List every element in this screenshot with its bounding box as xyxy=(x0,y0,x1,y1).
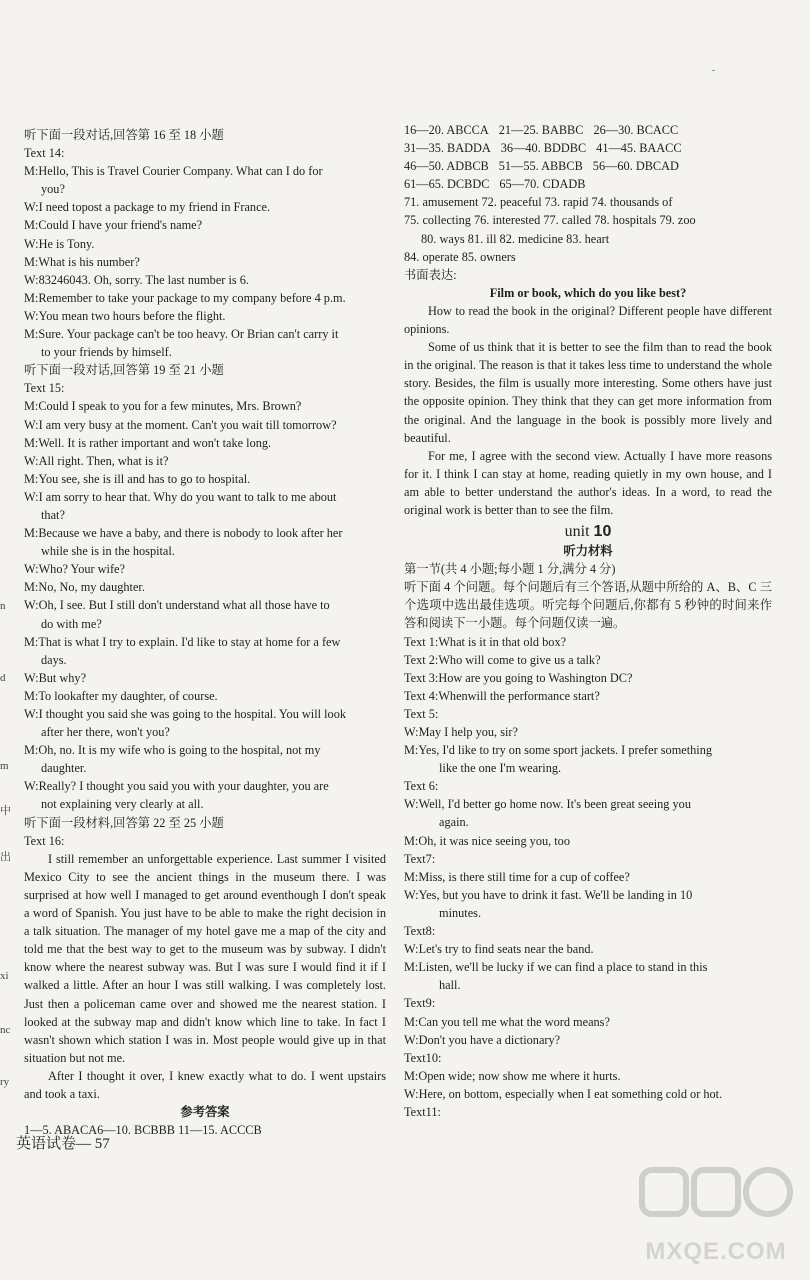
section-heading: 听下面一段材料,回答第 22 至 25 小题 xyxy=(24,815,224,830)
listening-line: M:Miss, is there still time for a cup of coffee? xyxy=(404,869,630,884)
dialogue-line: M:Could I speak to you for a few minutes, Mrs. Brown? xyxy=(24,399,302,414)
answer-group: 41—45. BAACC xyxy=(596,141,682,156)
fill-answer-line: 80. ways 81. ill 82. medicine 83. heart xyxy=(421,231,610,246)
listening-line: M:Oh, it was nice seeing you, too xyxy=(404,833,570,848)
listening-line: W:Here, on bottom, especially when I eat something cold or hot. xyxy=(404,1086,723,1101)
dialogue-line: after her there, won't you? xyxy=(41,725,170,740)
margin-mark: 出 xyxy=(0,851,11,863)
essay-paragraph: How to read the book in the original? Different people have different opinions. xyxy=(404,303,772,337)
listening-line: W:May I help you, sir? xyxy=(404,725,518,739)
dialogue-line: W:I am sorry to hear that. Why do you want to talk to me about xyxy=(24,489,337,504)
text-label: Text 15: xyxy=(24,381,65,396)
dialogue-line: W:I thought you said she was going to the hospital. You will look xyxy=(24,707,346,721)
fill-answer-line: 84. operate 85. owners xyxy=(404,249,516,264)
dialogue-line: M:Could I have your friend's name? xyxy=(24,218,203,233)
dialogue-line: you? xyxy=(41,182,65,197)
margin-mark: m xyxy=(0,760,9,772)
listening-line: Text 2:Who will come to give us a talk? xyxy=(404,652,601,667)
listening-line: Text8: xyxy=(404,924,436,939)
dialogue-line: M:That is what I try to explain. I'd like to stay at home for a few xyxy=(24,634,341,649)
dialogue-line: daughter. xyxy=(41,761,87,776)
answer-group: 16—20. ABCCA xyxy=(404,123,489,137)
answer-row xyxy=(404,139,772,157)
listening-line: Text 3:How are you going to Washington DC? xyxy=(404,670,633,685)
dialogue-line: W:I need topost a package to my friend in France. xyxy=(24,200,271,215)
listening-line: M:Open wide; now show me where it hurts. xyxy=(404,1068,621,1083)
answer-row xyxy=(404,121,772,139)
dialogue-line: days. xyxy=(41,652,67,667)
answer-group: 56—60. DBCAD xyxy=(592,159,679,174)
listening-line: hall. xyxy=(439,978,461,993)
instructions: 听下面 4 个问题。每个问题后有三个答语,从题中所给的 A、B、C 三个选项中选出最佳选项。听完每个问题后,你都有 5 秒钟的时间来作答和阅读下一小题。每个问题仅读一遍。 xyxy=(404,580,772,631)
listening-line: like the one I'm wearing. xyxy=(439,761,562,776)
dialogue-line: while she is in the hospital. xyxy=(41,544,175,559)
unit-word: unit xyxy=(564,523,590,541)
margin-mark: 中 xyxy=(0,805,11,817)
text-label: Text 16: xyxy=(24,833,65,848)
dialogue-line: W:Who? Your wife? xyxy=(24,562,125,577)
dialogue-line: M:Because we have a baby, and there is nobody to look after her xyxy=(24,526,343,541)
listening-line: W:Let's try to find seats near the band. xyxy=(404,942,594,957)
answer-group: 61—65. DCBDC xyxy=(404,177,490,192)
margin-mark: d xyxy=(0,672,6,684)
dialogue-line: M:No, No, my daughter. xyxy=(24,580,145,595)
dialogue-line: W:83246043. Oh, sorry. The last number is 6. xyxy=(24,272,249,287)
listening-line: Text 1:What is it in that old box? xyxy=(404,634,567,649)
answer-group: 31—35. BADDA xyxy=(404,141,491,156)
listening-title: 听力材料 xyxy=(563,544,613,559)
fill-answer-line: 71. amusement 72. peaceful 73. rapid 74. thousands of xyxy=(404,195,673,210)
dialogue-line: W:All right. Then, what is it? xyxy=(24,453,169,468)
dialogue-line: do with me? xyxy=(41,616,102,631)
listening-line: W:Well, I'd better go home now. It's been great seeing you xyxy=(404,797,691,812)
listening-line: M:Yes, I'd like to try on some sport jackets. I prefer something xyxy=(404,743,712,758)
answer-group: 26—30. BCACC xyxy=(593,123,679,137)
watermark-text: MXQE.COM xyxy=(645,1238,787,1265)
dialogue-line: W:You mean two hours before the flight. xyxy=(24,308,226,323)
answer-group: 36—40. BDDBC xyxy=(500,141,587,156)
listening-line: Text9: xyxy=(404,996,436,1011)
section-heading: 听下面一段对话,回答第 19 至 21 小题 xyxy=(24,363,224,378)
left-column xyxy=(24,126,386,1139)
margin-mark: xi xyxy=(0,970,9,982)
watermark-emblem-icon xyxy=(636,1156,796,1236)
unit-title xyxy=(404,521,772,542)
answer-key-title: 参考答案 xyxy=(180,1105,230,1120)
section-line: 第一节(共 4 小题;每小题 1 分,满分 4 分) xyxy=(404,562,616,577)
listening-line: W:Yes, but you have to drink it fast. We'll be landing in 10 xyxy=(404,887,693,902)
listening-line: Text 5: xyxy=(404,706,439,721)
margin-mark: n xyxy=(0,600,6,612)
text-label: Text 14: xyxy=(24,146,65,161)
speck xyxy=(712,70,715,71)
dialogue-line: M:To lookafter my daughter, of course. xyxy=(24,688,218,703)
listening-line: W:Don't you have a dictionary? xyxy=(404,1032,561,1047)
dialogue-line: M:Oh, no. It is my wife who is going to the hospital, not my xyxy=(24,743,321,758)
listening-line: M:Listen, we'll be lucky if we can find a place to stand in this xyxy=(404,960,708,975)
listening-line: Text11: xyxy=(404,1104,441,1119)
story-paragraph: After I thought it over, I knew exactly what to do. I went upstairs and took a taxi. xyxy=(24,1068,386,1101)
dialogue-line: W:Oh, I see. But I still don't understand what all those have to xyxy=(24,598,330,613)
dialogue-line: that? xyxy=(41,507,65,522)
listening-line: again. xyxy=(439,815,469,830)
right-column xyxy=(404,121,772,1121)
dialogue-line: W:Really? I thought you said you with your daughter, you are xyxy=(24,779,329,794)
watermark-logo xyxy=(636,1156,796,1266)
essay-paragraph: Some of us think that it is better to see the film than to read the book in the original. The reason is that it takes less time to understand the whole story. Besides, the film is usually more interesting. Some others have just the opposite opinion. They think that they can get more information from the original. And the language in the book is possibly more lively and beautiful. xyxy=(404,340,772,445)
fill-answer-line: 75. collecting 76. interested 77. called 78. hospitals 79. zoo xyxy=(404,213,696,228)
dialogue-line: M:What is his number? xyxy=(24,254,140,269)
answer-group: 21—25. BABBC xyxy=(498,123,584,137)
dialogue-line: M:Well. It is rather important and won't take long. xyxy=(24,435,272,450)
dialogue-line: M:Remember to take your package to my company before 4 p.m. xyxy=(24,290,346,305)
page-footer: 英语试卷— 57 xyxy=(16,1136,110,1152)
answer-row xyxy=(404,175,772,193)
listening-line: Text 4:Whenwill the performance start? xyxy=(404,688,600,703)
listening-line: Text10: xyxy=(404,1050,442,1065)
dialogue-line: W:But why? xyxy=(24,670,87,685)
listening-line: minutes. xyxy=(439,905,482,920)
dialogue-line: M:You see, she is ill and has to go to hospital. xyxy=(24,471,251,486)
story-paragraph: I still remember an unforgettable experience. Last summer I visited Mexico City to see the ancient things in the museum there. I was surprised at how well I managed to get around eventhough I don't speak a word of Spanish. You just have to be able to make the right decision in a talk situation. The manager of my hotel gave me a map of the city and told me that the best way to get to the museum was by subway. I didn't know where the nearest subway was. But I was sure I would find it if I walked a little. After an hour I was still walking. I was completely lost. Just then a policeman came over and showed me the nearest station. I looked at the subway map and didn't know which line to take. In fact I wasn't shown which station I was in. Most people would give up in that situation but not me. xyxy=(24,851,386,1065)
dialogue-line: W:I am very busy at the moment. Can't you wait till tomorrow? xyxy=(24,417,337,432)
answer-line: 1—5. ABACA6—10. BCBBB 11—15. ACCCB xyxy=(24,1123,262,1138)
answer-row xyxy=(404,157,772,175)
answer-group: 65—70. CDADB xyxy=(499,177,586,192)
margin-mark: nc xyxy=(0,1024,11,1036)
unit-number: 10 xyxy=(593,523,612,541)
dialogue-line: M:Hello, This is Travel Courier Company. What can I do for xyxy=(24,164,323,179)
listening-line: Text7: xyxy=(404,851,436,866)
margin-mark: ry xyxy=(0,1076,10,1088)
essay-paragraph: For me, I agree with the second view. Actually I have more reasons for it. I think I can stay at home, reading quietly in my own house, and I am able to better understand the author's ideas. In a word, to read the original work is better than to see the film. xyxy=(404,448,772,517)
dialogue-line: not explaining very clearly at all. xyxy=(41,797,204,812)
dialogue-line: M:Sure. Your package can't be too heavy. Or Brian can't carry it xyxy=(24,327,339,342)
answer-group: 51—55. ABBCB xyxy=(498,159,583,174)
section-heading: 听下面一段对话,回答第 16 至 18 小题 xyxy=(24,128,224,142)
listening-line: M:Can you tell me what the word means? xyxy=(404,1014,610,1029)
dialogue-line: W:He is Tony. xyxy=(24,236,95,251)
writing-label: 书面表达: xyxy=(404,267,457,282)
answer-group: 46—50. ADBCB xyxy=(404,159,489,174)
dialogue-line: to your friends by himself. xyxy=(41,345,172,360)
essay-title: Film or book, which do you like best? xyxy=(489,285,687,300)
listening-line: Text 6: xyxy=(404,779,439,794)
